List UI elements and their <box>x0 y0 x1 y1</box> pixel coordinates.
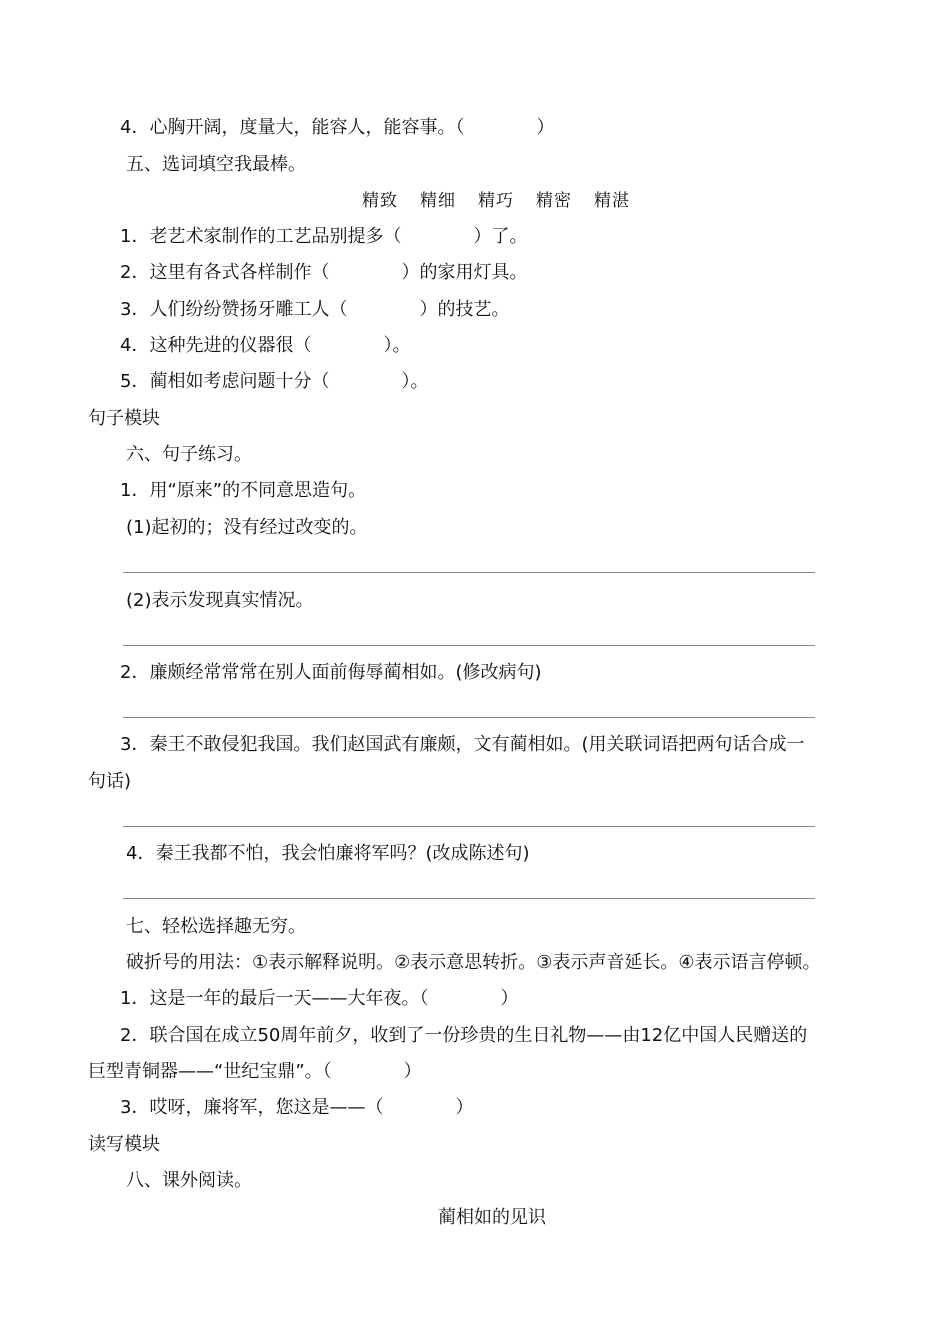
answer-line[interactable] <box>123 717 815 718</box>
section7-question-3: 3．哎呀，廉将军，您这是——（ ） <box>120 1097 474 1118</box>
word-option: 精细 <box>420 191 456 211</box>
section7-question-1: 1．这是一年的最后一天——大年夜。（ ） <box>120 988 519 1009</box>
section7-intro: 破折号的用法：①表示解释说明。②表示意思转折。③表示声音延长。④表示语言停顿。 <box>126 952 821 973</box>
section8-title: 八、课外阅读。 <box>126 1170 252 1191</box>
section6-question-3-cont: 句话) <box>88 771 132 792</box>
answer-line[interactable] <box>123 898 815 899</box>
word-option: 精湛 <box>594 191 630 211</box>
section7-question-2: 2．联合国在成立50周年前夕，收到了一份珍贵的生日礼物——由12亿中国人民赠送的 <box>120 1025 808 1046</box>
section5-item-1: 1．老艺术家制作的工艺品别提多（ ）了。 <box>120 226 528 247</box>
section6-question-4: 4．秦王我都不怕，我会怕廉将军吗？(改成陈述句) <box>126 843 530 864</box>
word-bank <box>362 189 630 213</box>
answer-line[interactable] <box>123 572 815 573</box>
section6-question-2: 2．廉颇经常常常在别人面前侮辱蔺相如。(修改病句) <box>120 662 542 683</box>
section6-question-1b: (2)表示发现真实情况。 <box>126 590 314 611</box>
passage-title: 蔺相如的见识 <box>438 1207 546 1228</box>
module-heading-sentence: 句子模块 <box>88 408 160 429</box>
word-option: 精致 <box>362 191 398 211</box>
word-option: 精巧 <box>478 191 514 211</box>
section5-item-4: 4．这种先进的仪器很（ ）。 <box>120 335 411 356</box>
section6-question-3: 3．秦王不敢侵犯我国。我们赵国武有廉颇，文有蔺相如。(用关联词语把两句话合成一 <box>120 734 805 755</box>
section5-title: 五、选词填空我最棒。 <box>126 154 306 175</box>
section5-item-5: 5．蔺相如考虑问题十分（ ）。 <box>120 371 429 392</box>
answer-line[interactable] <box>123 826 815 827</box>
word-option: 精密 <box>536 191 572 211</box>
answer-line[interactable] <box>123 645 815 646</box>
section7-title: 七、轻松选择趣无穷。 <box>126 916 306 937</box>
section6-question-1: 1．用“原来”的不同意思造句。 <box>120 480 367 501</box>
top-question-4: 4．心胸开阔，度量大，能容人，能容事。（ ） <box>120 117 555 138</box>
section7-question-2-cont: 巨型青铜器——“世纪宝鼎”。（ ） <box>88 1061 422 1082</box>
module-heading-reading: 读写模块 <box>88 1134 160 1155</box>
section5-item-2: 2．这里有各式各样制作（ ）的家用灯具。 <box>120 262 528 283</box>
section5-item-3: 3．人们纷纷赞扬牙雕工人（ ）的技艺。 <box>120 299 510 320</box>
section6-question-1a: (1)起初的；没有经过改变的。 <box>126 517 368 538</box>
section6-title: 六、句子练习。 <box>126 444 252 465</box>
